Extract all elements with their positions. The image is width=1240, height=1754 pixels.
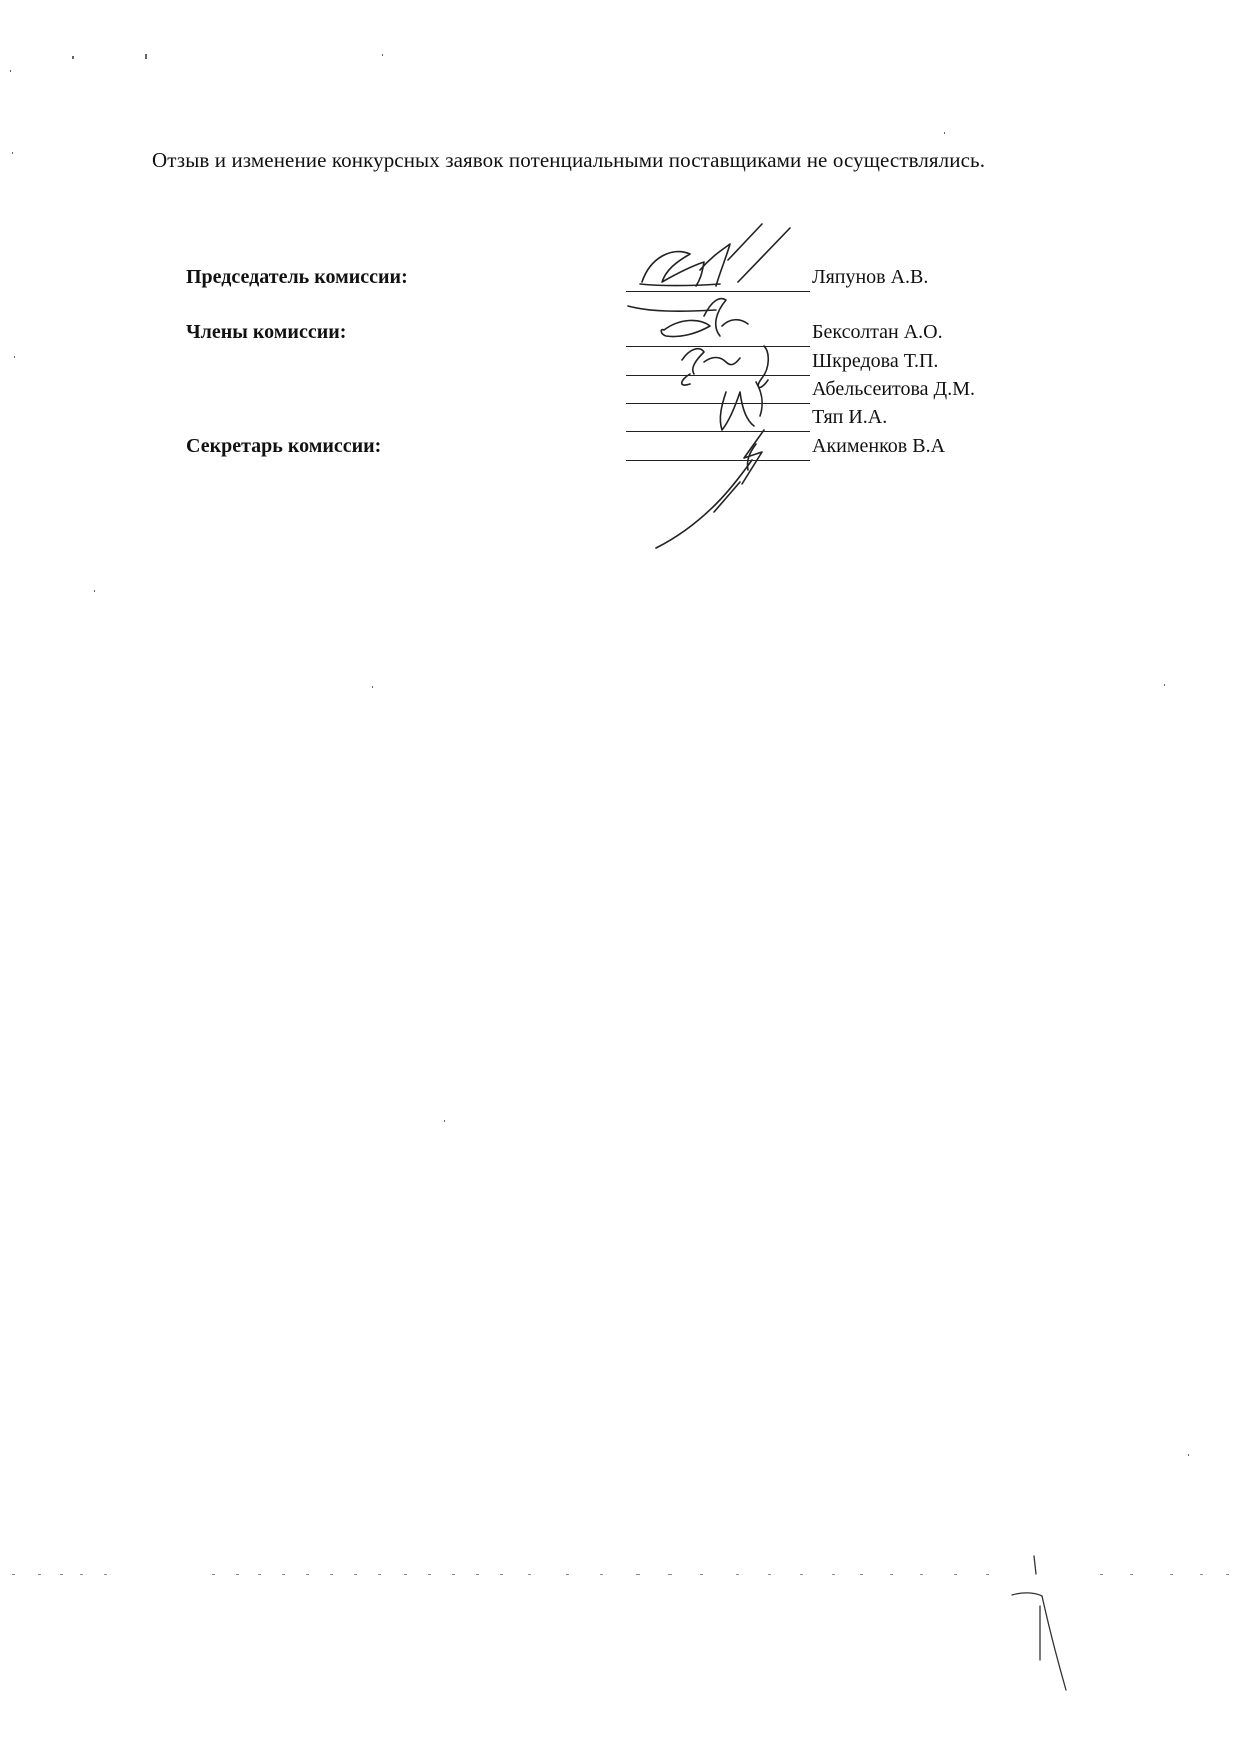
secretary-label: Секретарь комиссии: [186, 435, 382, 457]
signature-member-4 [742, 430, 764, 484]
signature-line-member-1 [626, 346, 810, 347]
signature-line-secretary [626, 460, 810, 461]
signatory-name: Тяп И.А. [812, 406, 888, 428]
dotted-scan-line [12, 1574, 1229, 1575]
signatory-name: Абельсеитова Д.М. [812, 378, 975, 400]
signature-line-member-2 [626, 375, 810, 376]
signature-line-member-3 [626, 403, 810, 404]
signature-member-1 [628, 299, 748, 337]
members-label: Члены комиссии: [186, 321, 347, 343]
signature-member-2 [682, 346, 769, 387]
signatory-name: Бексолтан А.О. [812, 321, 943, 343]
signature-secretary [656, 460, 752, 548]
statement-text: Отзыв и изменение конкурсных заявок потенциальными поставщиками не осуществлялись. [152, 148, 986, 172]
chair-label: Председатель комиссии: [186, 266, 408, 288]
signatory-name: Акименков В.А [812, 435, 946, 457]
signatory-name: Шкредова Т.П. [812, 350, 939, 372]
signature-chair [640, 224, 790, 286]
page-marker [1012, 1556, 1066, 1690]
signature-member-3 [720, 382, 762, 430]
signature-line-member-4 [626, 431, 810, 432]
signatory-name: Ляпунов А.В. [812, 266, 929, 288]
signature-line-chair [626, 291, 810, 292]
scan-specks [10, 54, 1189, 1456]
